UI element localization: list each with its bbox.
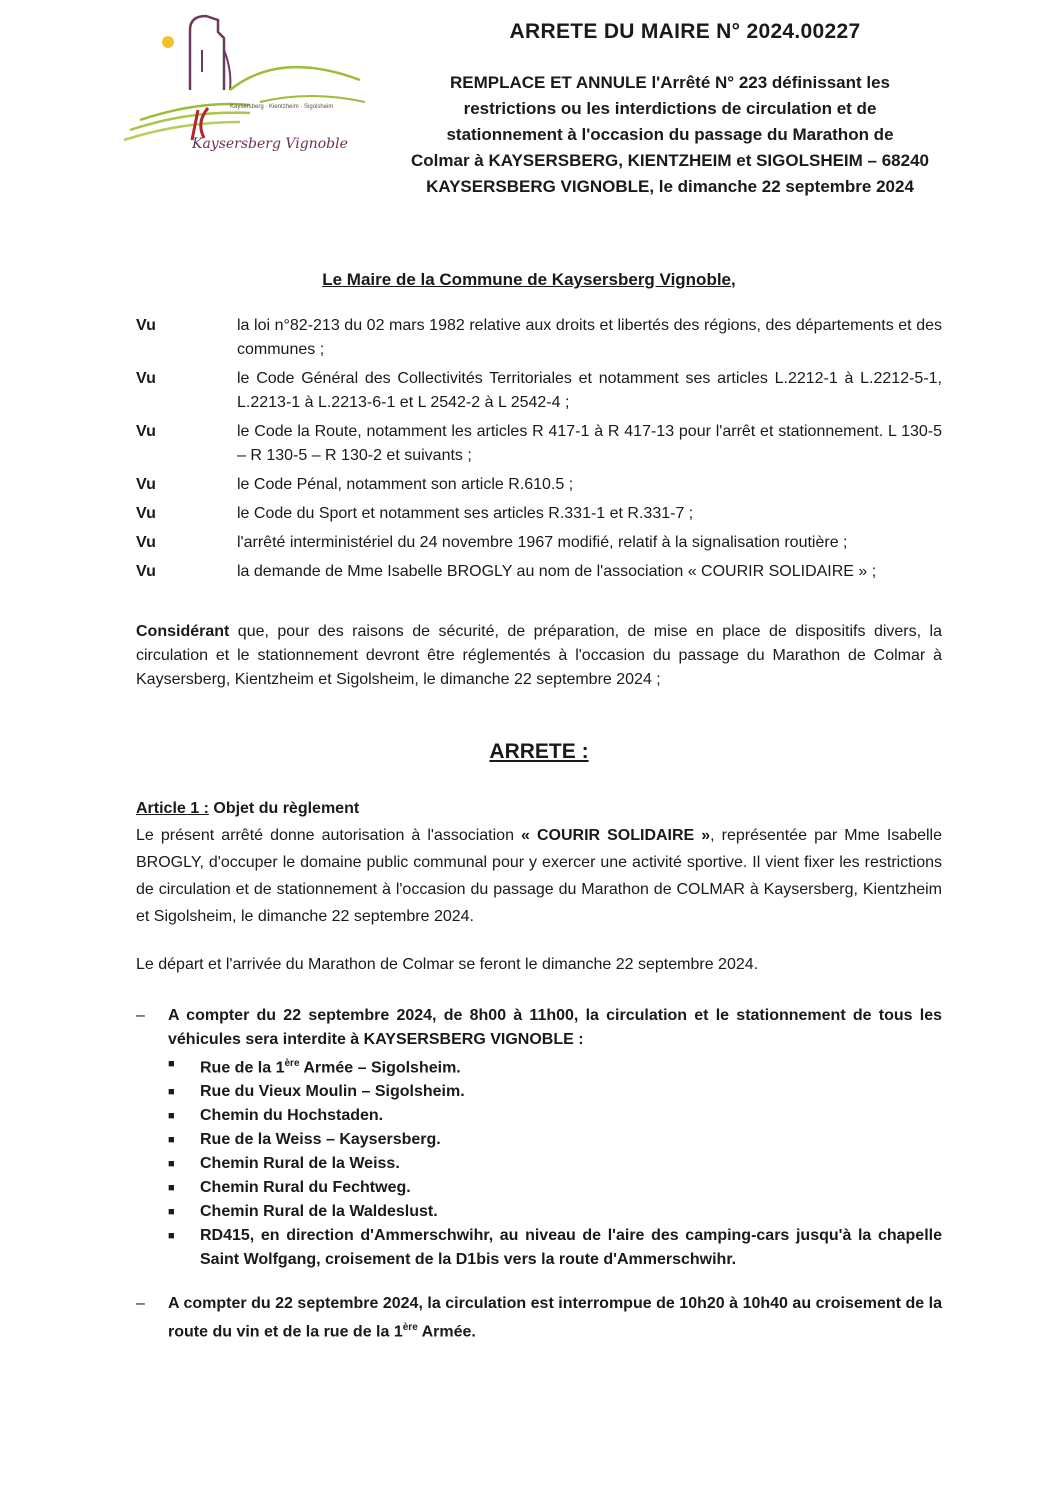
subtitle-line: REMPLACE ET ANNULE l'Arrêté N° 223 définissant les (449, 73, 891, 92)
restriction-2 (136, 1292, 942, 1344)
street-item: ■ RD415, en direction d'Ammerschwihr, au niveau de l'aire des camping-cars jusqu'à la chapelle Saint Wolfgang, croisement de la D1bis vers la route d'Ammerschwihr. (168, 1224, 942, 1272)
dash-marker: – (136, 1007, 145, 1024)
street-item: ■ Chemin Rural de la Weiss. (168, 1152, 942, 1176)
vu-text: le Code la Route, notamment les articles R 417-1 à R 417-13 pour l'arrêt et stationnement. L 130-5 – R 130-5 – R 130-2 et suivants ; (237, 423, 942, 464)
vu-label: Vu (136, 423, 156, 440)
depart-sentence: Le départ et l'arrivée du Marathon de Colmar se feront le dimanche 22 septembre 2024. (136, 956, 759, 973)
vu-label: Vu (136, 476, 156, 493)
vu-text: l'arrêté interministériel du 24 novembre 1967 modifié, relatif à la signalisation routière ; (237, 534, 848, 551)
article-1-body (136, 822, 942, 930)
vu-item (136, 473, 942, 497)
sun-icon (162, 36, 174, 48)
bullet-icon: ■ (168, 1206, 175, 1219)
article-1-title: Objet du règlement (208, 800, 360, 817)
street-item: ■ Chemin Rural du Fechtweg. (168, 1176, 942, 1200)
considerant-lead: Considérant (136, 623, 230, 640)
street-item: ■ Chemin du Hochstaden. (168, 1104, 942, 1128)
vu-label: Vu (136, 563, 156, 580)
vu-label: Vu (136, 317, 156, 334)
street-item: ■ Chemin Rural de la Waldeslust. (168, 1200, 942, 1224)
subtitle-line: KAYSERSBERG VIGNOBLE, le dimanche 22 septembre 2024 (426, 177, 914, 196)
considerant-text: que, pour des raisons de sécurité, de préparation, de mise en place de dispositifs divers, la circulation et le stationnement devront être réglementés à l'occasion du passage du Marathon de Colmar à Kaysersberg, Kientzheim et Sigolsheim, le dimanche 22 septembre 2024 ; (136, 623, 942, 688)
bullet-icon: ■ (168, 1110, 175, 1123)
vu-text: la demande de Mme Isabelle BROGLY au nom de l'association « COURIR SOLIDAIRE » ; (237, 563, 877, 580)
vu-text: le Code Général des Collectivités Territoriales et notamment ses articles L.2212-1 à L.2212-5-1, L.2213-1 à L.2213-6-1 et L 2542-2 à L 2542-4 ; (237, 370, 942, 411)
arrete-heading: ARRETE : (489, 740, 589, 763)
vu-item (136, 420, 942, 468)
vu-item (136, 502, 942, 526)
vu-item (136, 314, 942, 362)
bullet-icon: ■ (168, 1182, 175, 1195)
subtitle-line: restrictions ou les interdictions de circulation et de (463, 99, 877, 118)
vu-item (136, 560, 942, 584)
vu-text: la loi n°82-213 du 02 mars 1982 relative aux droits et libertés des régions, des départements et des communes ; (237, 317, 942, 358)
vu-label: Vu (136, 534, 156, 551)
article-1-label: Article 1 : (136, 800, 209, 817)
decree-subtitle (270, 70, 1058, 200)
vu-text: le Code Pénal, notamment son article R.610.5 ; (237, 476, 574, 493)
vu-list (136, 314, 942, 589)
dash-marker: – (136, 1295, 145, 1312)
restriction-1-text: A compter du 22 septembre 2024, de 8h00 à 11h00, la circulation et le stationnement de tous les véhicules sera interdite à KAYSERSBERG VIGNOBLE : (168, 1007, 942, 1048)
association-name: « COURIR SOLIDAIRE » (521, 827, 711, 844)
article-1-heading (136, 800, 359, 818)
maire-heading: Le Maire de la Commune de Kaysersberg Vignoble, (322, 270, 736, 289)
vu-label: Vu (136, 505, 156, 522)
bullet-icon: ■ (168, 1230, 175, 1243)
street-item: ■ Rue de la Weiss – Kaysersberg. (168, 1128, 942, 1152)
restriction-2-text: A compter du 22 septembre 2024, la circulation est interrompue de 10h20 à 10h40 au croisement de la route du vin et de la rue de la 1ère Armée. (168, 1295, 942, 1341)
decree-title: ARRETE DU MAIRE N° 2024.00227 (509, 20, 861, 43)
street-item: ■ Rue de la 1ère Armée – Sigolsheim. (168, 1052, 942, 1080)
vu-item (136, 531, 942, 555)
svg-text:Kaysersberg · Kientzheim · Sig: Kaysersberg · Kientzheim · Sigolsheim (230, 104, 334, 110)
svg-text:Kaysersberg Vignoble: Kaysersberg Vignoble (192, 136, 348, 152)
subtitle-line: stationnement à l'occasion du passage du Marathon de (446, 125, 894, 144)
considerant-paragraph (136, 620, 942, 692)
tower-icon (190, 16, 224, 90)
article-1-text: , représentée par Mme Isabelle BROGLY, d'occuper le domaine public communal pour y exercer une activité sportive. Il vient fixer les restrictions de circulation et de stationnement à l'occasion du passage du Marathon de COLMAR à Kaysersberg, Kientzheim et Sigolsheim, le dimanche 22 septembre 2024. (136, 827, 943, 925)
street-item: ■ Rue du Vieux Moulin – Sigolsheim. (168, 1080, 942, 1104)
vu-label: Vu (136, 370, 156, 387)
vu-item (136, 367, 942, 415)
bullet-icon: ■ (168, 1086, 175, 1099)
restriction-1 (136, 1004, 942, 1272)
street-list (136, 1052, 942, 1272)
bullet-icon: ■ (168, 1158, 175, 1171)
subtitle-line: Colmar à KAYSERSBERG, KIENTZHEIM et SIGOLSHEIM – 68240 (410, 151, 929, 170)
article-1-text: Le présent arrêté donne autorisation à l'association (136, 827, 522, 844)
bullet-icon: ■ (168, 1134, 175, 1147)
vu-text: le Code du Sport et notamment ses articles R.331-1 et R.331-7 ; (237, 505, 694, 522)
bullet-icon: ■ (168, 1058, 175, 1070)
